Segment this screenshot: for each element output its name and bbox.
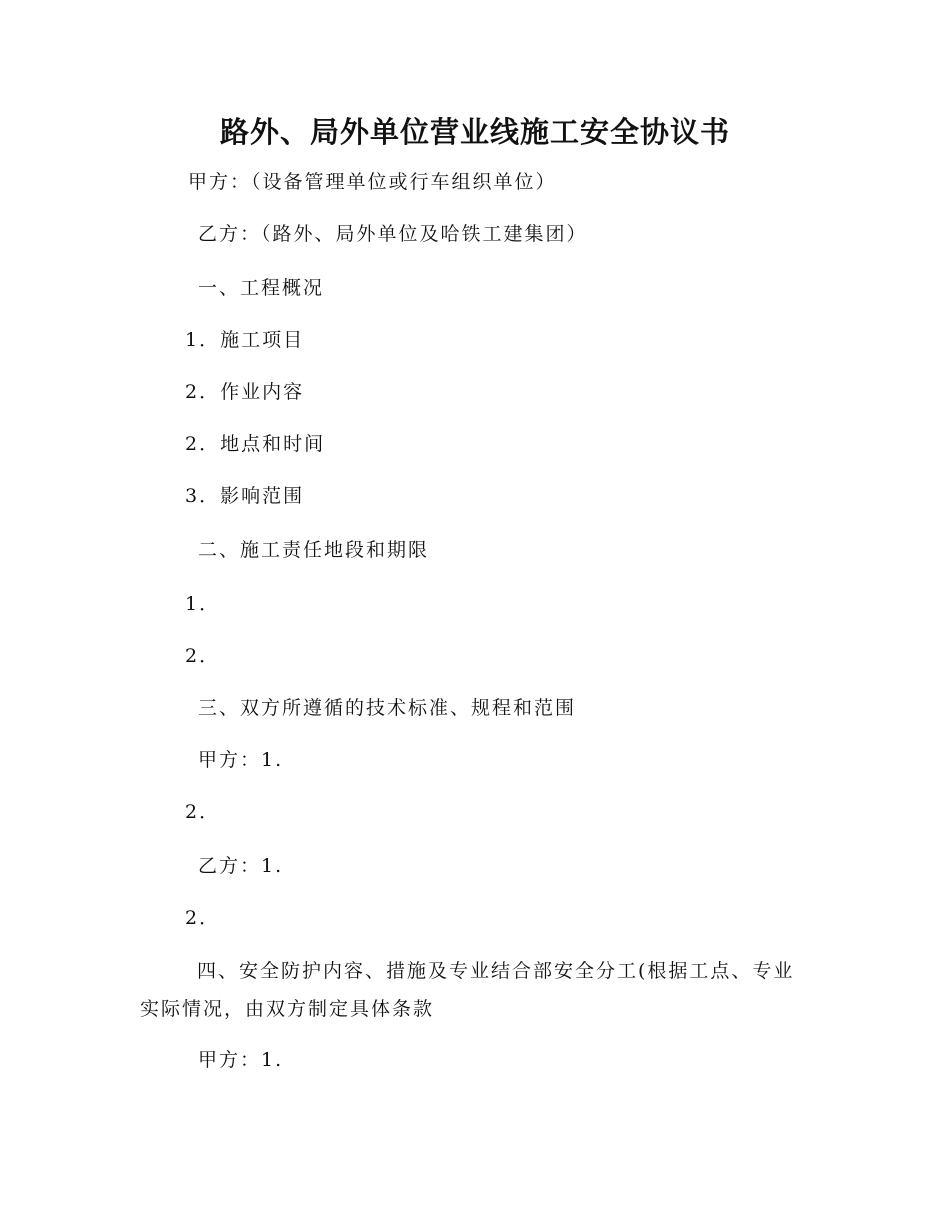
section4-paragraph: 四、安全防护内容、措施及专业结合部安全分工(根据工点、专业实际情况，由双方制定具体条款 [140,960,795,1020]
section3-party-b-item: 2． [185,907,221,929]
section1-heading: 一、工程概况 [198,277,325,299]
section4-party-a-item: 甲方：1. [198,1049,284,1071]
section3-party-a-item: 甲方：1. [198,749,284,771]
party-a-line: 甲方：（设备管理单位或行车组织单位） [188,171,557,193]
section2-item: 1． [185,593,221,615]
section1-item: 1．施工项目 [185,329,305,351]
section3-party-b-item: 乙方：1. [198,855,284,877]
section2-item: 2． [185,645,221,667]
party-b-line: 乙方：（路外、局外单位及哈铁工建集团） [198,223,588,245]
section1-item: 2．作业内容 [185,381,305,403]
section2-heading: 二、施工责任地段和期限 [198,539,430,561]
section1-item: 3．影响范围 [185,485,305,507]
section3-party-a-item: 2． [185,801,221,823]
section1-item: 2．地点和时间 [185,433,326,455]
document-title: 路外、局外单位营业线施工安全协议书 [219,115,730,149]
section3-heading: 三、双方所遵循的技术标准、规程和范围 [198,697,577,719]
